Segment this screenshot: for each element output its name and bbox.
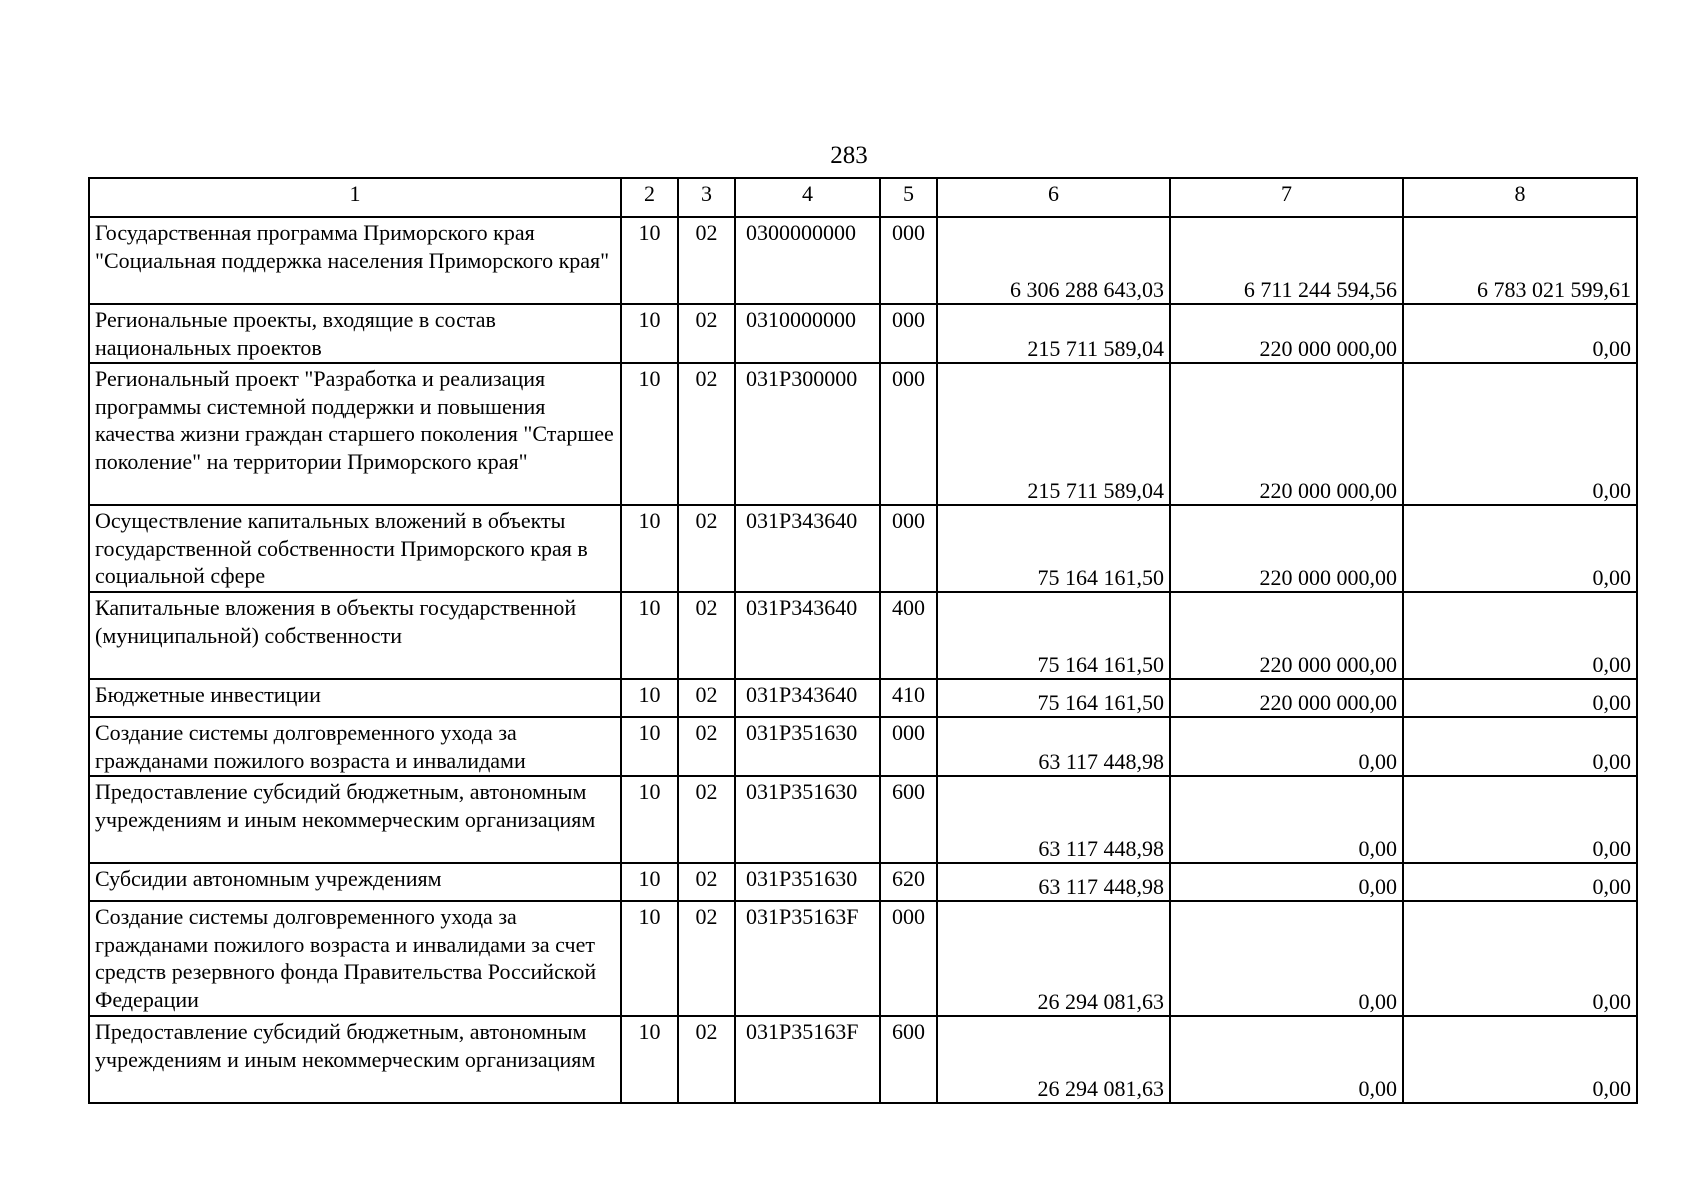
column-header: 3 <box>678 178 735 217</box>
subsection-code: 02 <box>678 776 735 863</box>
subsection-code: 02 <box>678 505 735 592</box>
amount-col7: 6 711 244 594,56 <box>1170 217 1403 304</box>
target-item-code: 031P35163F <box>735 1016 880 1103</box>
amount-col6: 26 294 081,63 <box>937 1016 1170 1103</box>
target-item-code: 0310000000 <box>735 304 880 363</box>
table-row <box>89 1016 1637 1103</box>
row-name: Создание системы долговременного ухода за гражданами пожилого возраста и инвалидами <box>89 717 621 776</box>
target-item-code: 031P300000 <box>735 363 880 505</box>
page-number: 283 <box>830 142 868 169</box>
subsection-code: 02 <box>678 592 735 679</box>
expense-type-code: 600 <box>880 776 937 863</box>
amount-col7: 0,00 <box>1170 717 1403 776</box>
column-header: 8 <box>1403 178 1637 217</box>
column-header: 7 <box>1170 178 1403 217</box>
row-name: Капитальные вложения в объекты государственной (муниципальной) собственности <box>89 592 621 679</box>
row-name: Предоставление субсидий бюджетным, автономным учреждениям и иным некоммерческим организациям <box>89 776 621 863</box>
amount-col8: 0,00 <box>1403 717 1637 776</box>
table-row <box>89 901 1637 1016</box>
target-item-code: 031P343640 <box>735 505 880 592</box>
expense-type-code: 600 <box>880 1016 937 1103</box>
section-code: 10 <box>621 679 678 717</box>
table-row <box>89 776 1637 863</box>
section-code: 10 <box>621 304 678 363</box>
row-name: Субсидии автономным учреждениям <box>89 863 621 901</box>
row-name: Региональные проекты, входящие в состав национальных проектов <box>89 304 621 363</box>
amount-col8: 0,00 <box>1403 1016 1637 1103</box>
amount-col6: 63 117 448,98 <box>937 863 1170 901</box>
row-name: Бюджетные инвестиции <box>89 679 621 717</box>
section-code: 10 <box>621 592 678 679</box>
section-code: 10 <box>621 505 678 592</box>
target-item-code: 031P343640 <box>735 592 880 679</box>
column-header: 1 <box>89 178 621 217</box>
budget-table <box>88 177 1638 1104</box>
subsection-code: 02 <box>678 901 735 1016</box>
amount-col6: 75 164 161,50 <box>937 505 1170 592</box>
column-header: 6 <box>937 178 1170 217</box>
row-name: Предоставление субсидий бюджетным, автономным учреждениям и иным некоммерческим организациям <box>89 1016 621 1103</box>
row-name: Региональный проект "Разработка и реализация программы системной поддержки и повышения качества жизни граждан старшего поколения "Старшее поколение" на территории Приморского края" <box>89 363 621 505</box>
table-row <box>89 717 1637 776</box>
column-header: 2 <box>621 178 678 217</box>
expense-type-code: 620 <box>880 863 937 901</box>
section-code: 10 <box>621 1016 678 1103</box>
amount-col8: 6 783 021 599,61 <box>1403 217 1637 304</box>
expense-type-code: 000 <box>880 505 937 592</box>
row-name: Осуществление капитальных вложений в объекты государственной собственности Приморского края в социальной сфере <box>89 505 621 592</box>
table-row <box>89 505 1637 592</box>
table-row <box>89 217 1637 304</box>
target-item-code: 0300000000 <box>735 217 880 304</box>
amount-col7: 0,00 <box>1170 901 1403 1016</box>
target-item-code: 031P351630 <box>735 863 880 901</box>
column-header: 5 <box>880 178 937 217</box>
section-code: 10 <box>621 863 678 901</box>
row-name: Создание системы долговременного ухода за гражданами пожилого возраста и инвалидами за счет средств резервного фонда Правительства Российской Федерации <box>89 901 621 1016</box>
table-row <box>89 363 1637 505</box>
amount-col8: 0,00 <box>1403 776 1637 863</box>
subsection-code: 02 <box>678 679 735 717</box>
amount-col6: 75 164 161,50 <box>937 679 1170 717</box>
expense-type-code: 000 <box>880 217 937 304</box>
amount-col6: 63 117 448,98 <box>937 717 1170 776</box>
amount-col8: 0,00 <box>1403 863 1637 901</box>
amount-col6: 26 294 081,63 <box>937 901 1170 1016</box>
amount-col7: 220 000 000,00 <box>1170 505 1403 592</box>
amount-col8: 0,00 <box>1403 901 1637 1016</box>
target-item-code: 031P343640 <box>735 679 880 717</box>
amount-col6: 63 117 448,98 <box>937 776 1170 863</box>
amount-col7: 220 000 000,00 <box>1170 304 1403 363</box>
subsection-code: 02 <box>678 304 735 363</box>
section-code: 10 <box>621 363 678 505</box>
amount-col7: 220 000 000,00 <box>1170 679 1403 717</box>
subsection-code: 02 <box>678 717 735 776</box>
target-item-code: 031P35163F <box>735 901 880 1016</box>
column-header: 4 <box>735 178 880 217</box>
expense-type-code: 000 <box>880 901 937 1016</box>
amount-col8: 0,00 <box>1403 304 1637 363</box>
table-row <box>89 679 1637 717</box>
expense-type-code: 400 <box>880 592 937 679</box>
table-row <box>89 863 1637 901</box>
subsection-code: 02 <box>678 363 735 505</box>
section-code: 10 <box>621 901 678 1016</box>
subsection-code: 02 <box>678 217 735 304</box>
amount-col6: 215 711 589,04 <box>937 363 1170 505</box>
subsection-code: 02 <box>678 1016 735 1103</box>
expense-type-code: 000 <box>880 717 937 776</box>
section-code: 10 <box>621 217 678 304</box>
amount-col6: 75 164 161,50 <box>937 592 1170 679</box>
column-header-row <box>89 178 1637 217</box>
expense-type-code: 000 <box>880 304 937 363</box>
amount-col6: 215 711 589,04 <box>937 304 1170 363</box>
subsection-code: 02 <box>678 863 735 901</box>
amount-col8: 0,00 <box>1403 363 1637 505</box>
amount-col7: 0,00 <box>1170 776 1403 863</box>
expense-type-code: 410 <box>880 679 937 717</box>
amount-col6: 6 306 288 643,03 <box>937 217 1170 304</box>
amount-col7: 220 000 000,00 <box>1170 363 1403 505</box>
amount-col8: 0,00 <box>1403 505 1637 592</box>
table-row <box>89 304 1637 363</box>
target-item-code: 031P351630 <box>735 717 880 776</box>
section-code: 10 <box>621 776 678 863</box>
row-name: Государственная программа Приморского края "Социальная поддержка населения Приморского края" <box>89 217 621 304</box>
target-item-code: 031P351630 <box>735 776 880 863</box>
amount-col7: 0,00 <box>1170 1016 1403 1103</box>
amount-col7: 0,00 <box>1170 863 1403 901</box>
expense-type-code: 000 <box>880 363 937 505</box>
amount-col8: 0,00 <box>1403 679 1637 717</box>
section-code: 10 <box>621 717 678 776</box>
amount-col7: 220 000 000,00 <box>1170 592 1403 679</box>
amount-col8: 0,00 <box>1403 592 1637 679</box>
table-row <box>89 592 1637 679</box>
